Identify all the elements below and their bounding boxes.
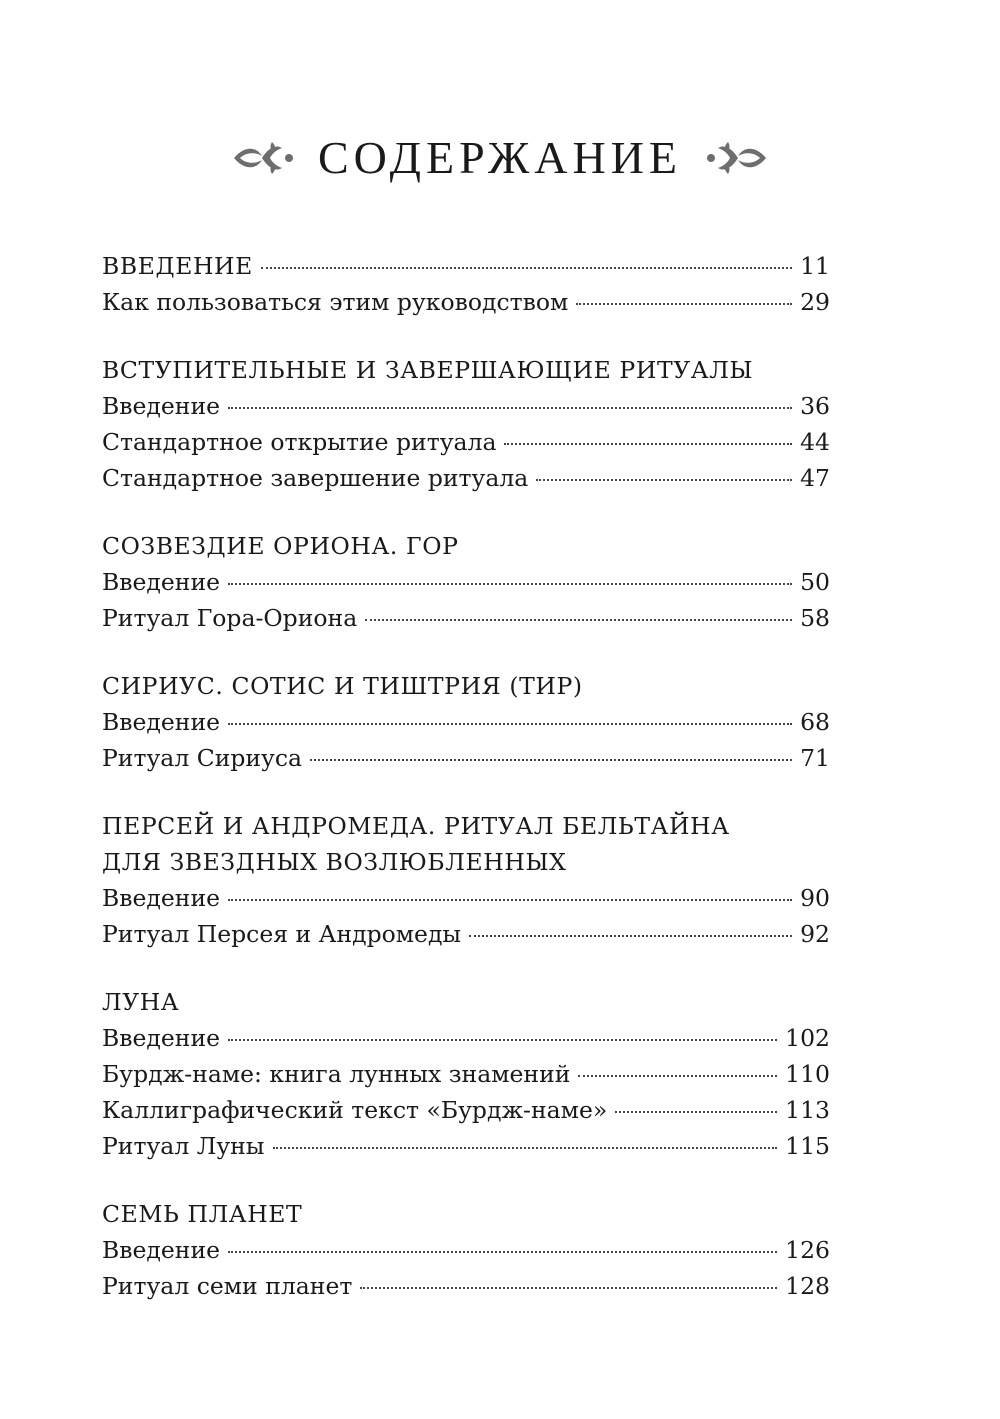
dot-leader [228,1039,777,1041]
dot-leader [469,935,792,937]
dot-leader [365,619,792,621]
section-heading-continued: ДЛЯ ЗВЕЗДНЫХ ВОЗЛЮБЛЕННЫХ [102,848,567,876]
toc-entry-label: Введение [102,1024,221,1052]
toc-entry-label: Введение [102,568,221,596]
section-heading: СОЗВЕЗДИЕ ОРИОНА. ГОР [102,532,459,560]
toc-entry-label: Как пользоваться этим руководством [102,288,569,316]
toc-entry-page: 113 [785,1096,830,1124]
dot-leader [536,479,792,481]
toc-entry-label: Стандартное завершение ритуала [102,464,529,492]
toc-entry-label: Стандартное открытие ритуала [102,428,497,456]
toc-section-opening-closing-rituals [102,352,830,496]
section-heading: ВСТУПИТЕЛЬНЫЕ И ЗАВЕРШАЮЩИЕ РИТУАЛЫ [102,356,754,384]
toc-entry[interactable] [102,424,830,460]
toc-entry-label: ВВЕДЕНИЕ [102,252,253,280]
dot-leader [228,723,792,725]
toc-entry[interactable] [102,704,830,740]
toc-entry-page: 68 [800,708,830,736]
section-heading: СИРИУС. СОТИС И ТИШТРИЯ (ТИР) [102,672,583,700]
dot-leader [578,1075,777,1077]
toc-section-introduction [102,248,830,320]
toc-entry-page: 102 [785,1024,830,1052]
toc-section-orion [102,528,830,636]
toc-section-seven-planets [102,1196,830,1304]
dot-leader [228,899,792,901]
toc-entry-page: 92 [800,920,830,948]
toc-entry[interactable] [102,564,830,600]
toc-section-moon [102,984,830,1164]
dot-leader [310,759,792,761]
toc-entry[interactable] [102,1020,830,1056]
title-row [0,128,1000,188]
toc-entry[interactable] [102,248,830,284]
toc-entry-page: 50 [800,568,830,596]
toc-entry-page: 44 [800,428,830,456]
toc-section-perseus-andromeda [102,808,830,952]
dot-leader [576,303,792,305]
toc-entry-page: 71 [800,744,830,772]
toc-entry-page: 29 [800,288,830,316]
dot-leader [360,1287,777,1289]
toc-section-sirius [102,668,830,776]
dot-leader [228,1251,777,1253]
toc-entry[interactable] [102,460,830,496]
toc-entry-label: Ритуал Сириуса [102,744,303,772]
toc-entry[interactable] [102,740,830,776]
toc-entry[interactable] [102,1268,830,1304]
toc-entry-page: 11 [800,252,830,280]
section-heading: ПЕРСЕЙ И АНДРОМЕДА. РИТУАЛ БЕЛЬТАЙНА [102,812,730,840]
dot-leader [273,1147,778,1149]
toc-entry-page: 126 [785,1236,830,1264]
toc-entry-label: Ритуал семи планет [102,1272,353,1300]
toc-entry-label: Ритуал Персея и Андромеды [102,920,462,948]
toc-entry[interactable] [102,880,830,916]
toc-entry[interactable] [102,1232,830,1268]
toc-entry-label: Введение [102,708,221,736]
page-title: СОДЕРЖАНИЕ [317,132,683,183]
dot-leader [504,443,792,445]
dot-leader [615,1111,777,1113]
toc-entry[interactable] [102,1128,830,1164]
toc-entry-page: 115 [785,1132,830,1160]
table-of-contents [102,248,830,1336]
toc-entry-label: Каллиграфический текст «Бурдж-наме» [102,1096,608,1124]
ornament-right-icon [704,138,768,178]
toc-entry-page: 47 [800,464,830,492]
toc-entry-label: Введение [102,1236,221,1264]
ornament-left-icon [232,138,296,178]
toc-entry-page: 58 [800,604,830,632]
toc-entry-page: 36 [800,392,830,420]
toc-entry-page: 110 [785,1060,830,1088]
section-heading: СЕМЬ ПЛАНЕТ [102,1200,303,1228]
section-heading: ЛУНА [102,988,180,1016]
toc-entry-label: Введение [102,392,221,420]
toc-entry-label: Ритуал Луны [102,1132,265,1160]
toc-entry-label: Ритуал Гора-Ориона [102,604,358,632]
toc-entry[interactable] [102,284,830,320]
toc-entry[interactable] [102,1092,830,1128]
toc-entry[interactable] [102,600,830,636]
dot-leader [228,583,792,585]
dot-leader [261,267,792,269]
toc-entry[interactable] [102,388,830,424]
toc-entry[interactable] [102,1056,830,1092]
toc-entry-page: 90 [800,884,830,912]
toc-entry-label: Бурдж-наме: книга лунных знамений [102,1060,571,1088]
toc-entry-label: Введение [102,884,221,912]
dot-leader [228,407,792,409]
toc-entry[interactable] [102,916,830,952]
toc-entry-page: 128 [785,1272,830,1300]
